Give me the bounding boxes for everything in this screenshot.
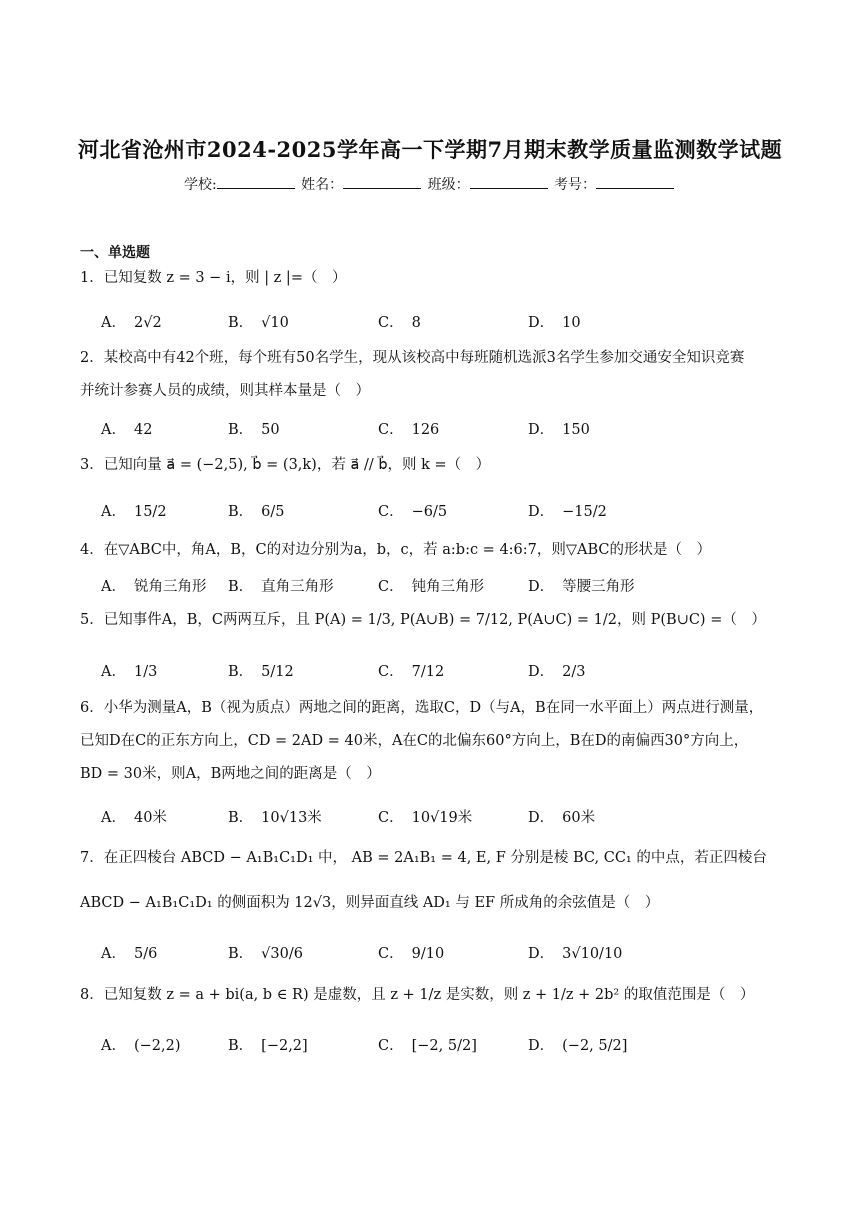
school-blank[interactable]	[217, 174, 295, 189]
question-6-line-3	[80, 767, 785, 782]
option-b[interactable]: B． √30/6	[228, 946, 303, 962]
option-d[interactable]: D． 2/3	[528, 664, 586, 680]
question-2-line-2	[80, 384, 785, 399]
exam-no-blank[interactable]	[596, 174, 674, 189]
option-a[interactable]: A． 锐角三角形	[101, 579, 207, 595]
question-1	[80, 271, 785, 286]
class-blank[interactable]	[470, 174, 548, 189]
option-b[interactable]: B． 5/12	[228, 664, 294, 680]
option-d[interactable]: D． (−2, 5/2]	[528, 1038, 628, 1054]
question-text: 已知事件A，B，C两两互斥，且 P(A) = 1/3, P(A∪B) = 7/12, P(A∪C) = 1/2，则 P(B∪C) =（ ）	[103, 612, 766, 628]
option-b[interactable]: B． [−2,2]	[228, 1038, 308, 1054]
question-text: BD = 30米，则A，B两地之间的距离是（ ）	[80, 766, 381, 782]
option-b[interactable]: B． 直角三角形	[228, 579, 334, 595]
option-a[interactable]: A． 1/3	[101, 664, 158, 680]
question-text: 已知D在C的正东方向上，CD = 2AD = 40米，A在C的北偏东60°方向上，B在D的南偏西30°方向上，	[80, 733, 749, 749]
student-info-line	[0, 174, 860, 194]
question-4	[80, 543, 785, 558]
option-b[interactable]: B． 10√13米	[228, 810, 322, 826]
question-text: 小华为测量A，B（视为质点）两地之间的距离，选取C，D（与A，B在同一水平面上）两点进行测量，	[103, 700, 764, 716]
question-8	[80, 988, 785, 1003]
question-text: 已知复数 z = a + bi(a, b ∈ R) 是虚数，且 z + 1/z 是实数，则 z + 1/z + 2b² 的取值范围是（ ）	[103, 987, 755, 1003]
question-number: 3．	[80, 457, 104, 473]
question-text: 在▽ABC中，角A，B，C的对边分别为a，b，c，若 a:b:c = 4:6:7，则▽ABC的形状是（ ）	[103, 542, 712, 558]
option-a[interactable]: A． 42	[101, 422, 153, 438]
option-a[interactable]: A． 40米	[101, 810, 167, 826]
class-label: 班级：	[427, 177, 470, 193]
option-d[interactable]: D． 等腰三角形	[528, 579, 635, 595]
question-number: 4．	[80, 542, 104, 558]
option-d[interactable]: D． 150	[528, 422, 590, 438]
option-a[interactable]: A． (−2,2)	[101, 1038, 181, 1054]
option-a[interactable]: A． 2√2	[101, 315, 162, 331]
page-title: 河北省沧州市2024-2025学年高一下学期7月期末教学质量监测数学试题	[77, 137, 783, 162]
name-blank[interactable]	[343, 174, 421, 189]
question-number: 6．	[80, 700, 104, 716]
school-label: 学校:	[183, 177, 217, 193]
option-b[interactable]: B． 50	[228, 422, 280, 438]
question-6-line-2	[80, 734, 785, 749]
name-label: 姓名：	[301, 177, 344, 193]
question-number: 5．	[80, 612, 104, 628]
option-b[interactable]: B． √10	[228, 315, 289, 331]
option-a[interactable]: A． 15/2	[101, 504, 167, 520]
option-c[interactable]: C． 8	[378, 315, 421, 331]
option-d[interactable]: D． −15/2	[528, 504, 607, 520]
question-2	[80, 351, 785, 366]
question-number: 2．	[80, 350, 104, 366]
option-c[interactable]: C． 7/12	[378, 664, 445, 680]
question-number: 7．	[80, 850, 104, 866]
option-c[interactable]: C． 126	[378, 422, 440, 438]
question-text: 在正四棱台 ABCD − A₁B₁C₁D₁ 中， AB = 2A₁B₁ = 4, E, F 分别是棱 BC, CC₁ 的中点，若正四棱台	[103, 850, 767, 866]
option-c[interactable]: C． −6/5	[378, 504, 448, 520]
question-3	[80, 458, 785, 473]
question-text: 已知复数 z = 3 − i，则 | z |=（ ）	[103, 270, 347, 286]
question-7-line-2	[80, 896, 785, 911]
question-7	[80, 851, 785, 866]
question-number: 8．	[80, 987, 104, 1003]
question-text: ABCD − A₁B₁C₁D₁ 的侧面积为 12√3，则异面直线 AD₁ 与 EF 所成角的余弦值是（ ）	[80, 895, 660, 911]
option-c[interactable]: C． [−2, 5/2]	[378, 1038, 477, 1054]
option-c[interactable]: C． 钝角三角形	[378, 579, 485, 595]
option-c[interactable]: C． 9/10	[378, 946, 445, 962]
option-b[interactable]: B． 6/5	[228, 504, 285, 520]
option-d[interactable]: D． 3√10/10	[528, 946, 623, 962]
question-5	[80, 613, 785, 628]
question-text: 已知向量 a⃗ = (−2,5), b⃗ = (3,k)，若 a⃗ // b⃗，则 k =（ ）	[103, 457, 491, 473]
question-6	[80, 701, 785, 716]
option-a[interactable]: A． 5/6	[101, 946, 158, 962]
section-heading: 一、单选题	[80, 245, 150, 261]
option-d[interactable]: D． 10	[528, 315, 581, 331]
option-d[interactable]: D． 60米	[528, 810, 596, 826]
question-number: 1．	[80, 270, 104, 286]
option-c[interactable]: C． 10√19米	[378, 810, 473, 826]
question-text: 并统计参赛人员的成绩，则其样本量是（ ）	[80, 383, 370, 399]
exam-no-label: 考号：	[554, 177, 597, 193]
question-text: 某校高中有42个班，每个班有50名学生，现从该校高中每班随机选派3名学生参加交通安全知识竞赛	[103, 350, 745, 366]
